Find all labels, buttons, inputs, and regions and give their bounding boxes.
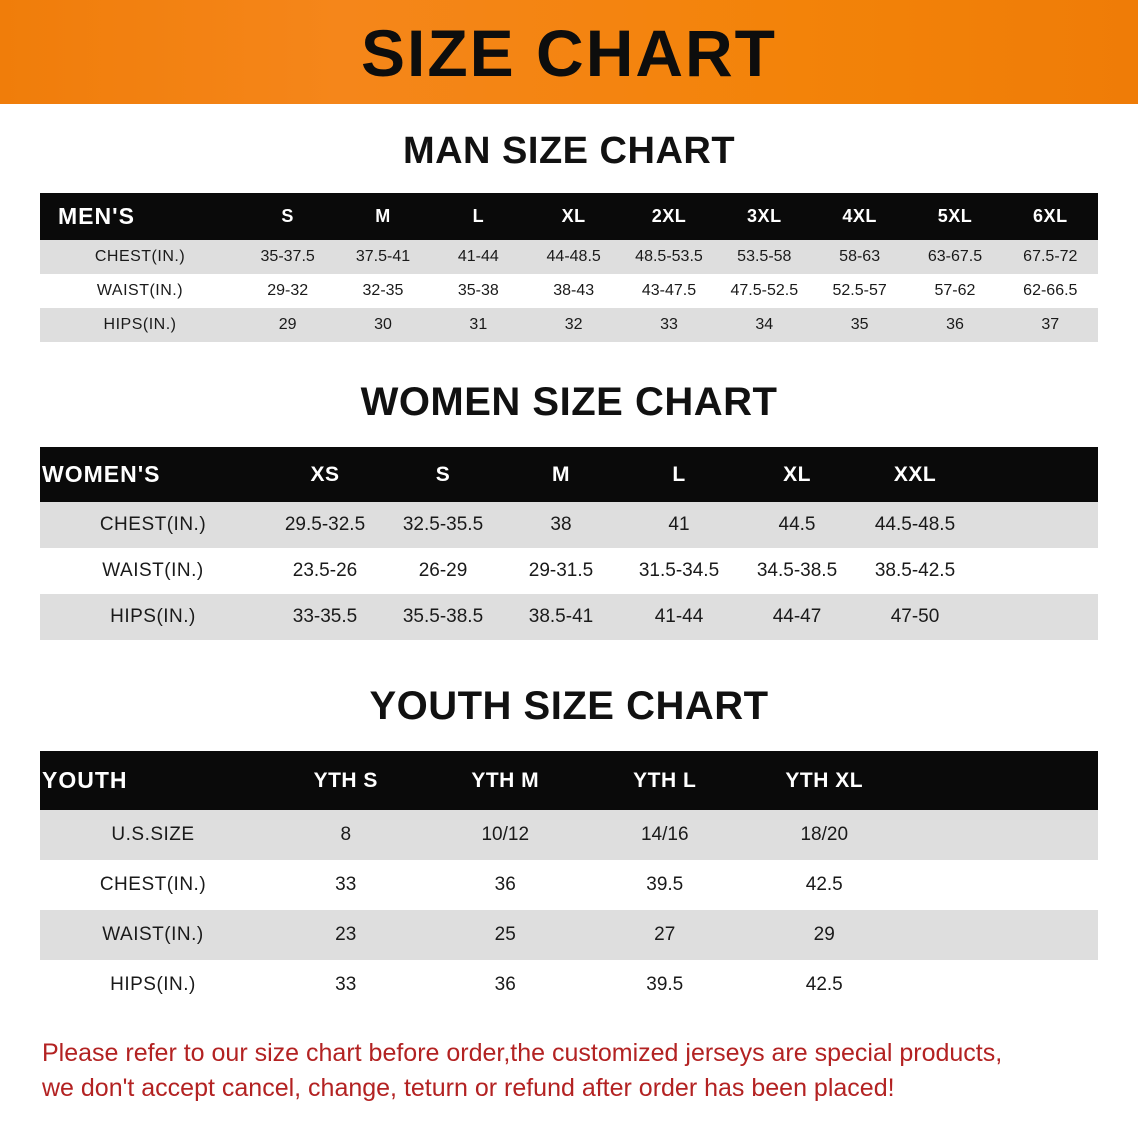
youth-chest-xl: 42.5 <box>745 860 905 910</box>
women-row-label-hips: HIPS(IN.) <box>40 594 266 640</box>
women-hips-xl: 44-47 <box>738 594 856 640</box>
men-chest-xl: 44-48.5 <box>526 240 621 274</box>
youth-header-l: YTH L <box>585 751 745 810</box>
men-table-header <box>40 193 1098 240</box>
youth-hips-m: 36 <box>426 960 586 1010</box>
youth-chest-spacer <box>904 860 1098 910</box>
youth-hips-spacer <box>904 960 1098 1010</box>
women-hips-xs: 33-35.5 <box>266 594 384 640</box>
men-waist-3xl: 47.5-52.5 <box>717 274 812 308</box>
women-header-xxl: XXL <box>856 447 974 502</box>
women-chest-xl: 44.5 <box>738 502 856 548</box>
women-size-table <box>40 447 1098 640</box>
men-waist-5xl: 57-62 <box>907 274 1002 308</box>
men-row-label-chest: CHEST(IN.) <box>40 240 240 274</box>
women-header-l: L <box>620 447 738 502</box>
men-header-l: L <box>431 193 526 240</box>
banner-title: SIZE CHART <box>361 16 777 90</box>
men-table-body <box>40 240 1098 342</box>
youth-ussize-xl: 18/20 <box>745 810 905 860</box>
youth-row-label-hips: HIPS(IN.) <box>40 960 266 1010</box>
policy-note <box>42 1036 1096 1105</box>
women-chest-xxl: 44.5-48.5 <box>856 502 974 548</box>
women-hips-spacer <box>974 594 1098 640</box>
men-waist-s: 29-32 <box>240 274 335 308</box>
men-chest-4xl: 58-63 <box>812 240 907 274</box>
table-row <box>40 860 1098 910</box>
table-row <box>40 594 1098 640</box>
youth-header-spacer <box>904 751 1098 810</box>
men-waist-xl: 38-43 <box>526 274 621 308</box>
table-row <box>40 240 1098 274</box>
women-chest-xs: 29.5-32.5 <box>266 502 384 548</box>
table-row <box>40 960 1098 1010</box>
table-header-row <box>40 193 1098 240</box>
table-header-row <box>40 751 1098 810</box>
women-table-body <box>40 502 1098 640</box>
women-header-xs: XS <box>266 447 384 502</box>
women-chest-s: 32.5-35.5 <box>384 502 502 548</box>
men-hips-3xl: 34 <box>717 308 812 342</box>
women-chest-spacer <box>974 502 1098 548</box>
youth-ussize-spacer <box>904 810 1098 860</box>
men-chest-l: 41-44 <box>431 240 526 274</box>
men-header-label: MEN'S <box>40 193 240 240</box>
table-row <box>40 910 1098 960</box>
youth-ussize-l: 14/16 <box>585 810 745 860</box>
youth-waist-l: 27 <box>585 910 745 960</box>
youth-table-header <box>40 751 1098 810</box>
women-table-wrap <box>40 447 1098 640</box>
women-hips-xxl: 47-50 <box>856 594 974 640</box>
man-table-wrap <box>40 193 1098 342</box>
youth-header-xl: YTH XL <box>745 751 905 810</box>
men-chest-m: 37.5-41 <box>335 240 430 274</box>
youth-chest-m: 36 <box>426 860 586 910</box>
men-size-table <box>40 193 1098 342</box>
table-row <box>40 810 1098 860</box>
youth-header-label: YOUTH <box>40 751 266 810</box>
youth-hips-xl: 42.5 <box>745 960 905 1010</box>
youth-header-s: YTH S <box>266 751 426 810</box>
women-waist-xl: 34.5-38.5 <box>738 548 856 594</box>
women-waist-l: 31.5-34.5 <box>620 548 738 594</box>
table-row <box>40 274 1098 308</box>
women-waist-xxl: 38.5-42.5 <box>856 548 974 594</box>
youth-waist-spacer <box>904 910 1098 960</box>
table-row <box>40 502 1098 548</box>
youth-chest-s: 33 <box>266 860 426 910</box>
men-header-m: M <box>335 193 430 240</box>
men-header-4xl: 4XL <box>812 193 907 240</box>
youth-waist-s: 23 <box>266 910 426 960</box>
women-waist-spacer <box>974 548 1098 594</box>
youth-section-title: YOUTH SIZE CHART <box>369 684 769 728</box>
men-chest-3xl: 53.5-58 <box>717 240 812 274</box>
youth-hips-s: 33 <box>266 960 426 1010</box>
youth-table-wrap <box>40 751 1098 1010</box>
men-chest-2xl: 48.5-53.5 <box>621 240 716 274</box>
men-waist-l: 35-38 <box>431 274 526 308</box>
men-hips-m: 30 <box>335 308 430 342</box>
men-hips-6xl: 37 <box>1003 308 1098 342</box>
youth-hips-l: 39.5 <box>585 960 745 1010</box>
men-row-label-waist: WAIST(IN.) <box>40 274 240 308</box>
youth-row-label-ussize: U.S.SIZE <box>40 810 266 860</box>
women-waist-s: 26-29 <box>384 548 502 594</box>
men-header-xl: XL <box>526 193 621 240</box>
women-header-xl: XL <box>738 447 856 502</box>
women-hips-s: 35.5-38.5 <box>384 594 502 640</box>
men-hips-5xl: 36 <box>907 308 1002 342</box>
men-hips-xl: 32 <box>526 308 621 342</box>
men-hips-l: 31 <box>431 308 526 342</box>
women-hips-m: 38.5-41 <box>502 594 620 640</box>
women-header-spacer <box>974 447 1098 502</box>
youth-waist-m: 25 <box>426 910 586 960</box>
youth-row-label-chest: CHEST(IN.) <box>40 860 266 910</box>
men-header-2xl: 2XL <box>621 193 716 240</box>
youth-ussize-s: 8 <box>266 810 426 860</box>
banner <box>0 0 1138 104</box>
women-waist-m: 29-31.5 <box>502 548 620 594</box>
men-chest-6xl: 67.5-72 <box>1003 240 1098 274</box>
women-header-m: M <box>502 447 620 502</box>
men-hips-2xl: 33 <box>621 308 716 342</box>
policy-note-line-2: we don't accept cancel, change, teturn or refund after order has been placed! <box>42 1073 895 1102</box>
men-header-s: S <box>240 193 335 240</box>
youth-row-label-waist: WAIST(IN.) <box>40 910 266 960</box>
men-header-3xl: 3XL <box>717 193 812 240</box>
men-hips-s: 29 <box>240 308 335 342</box>
table-row <box>40 308 1098 342</box>
youth-table-body <box>40 810 1098 1010</box>
men-chest-s: 35-37.5 <box>240 240 335 274</box>
women-table-header <box>40 447 1098 502</box>
men-header-5xl: 5XL <box>907 193 1002 240</box>
table-header-row <box>40 447 1098 502</box>
table-row <box>40 548 1098 594</box>
men-header-6xl: 6XL <box>1003 193 1098 240</box>
women-row-label-chest: CHEST(IN.) <box>40 502 266 548</box>
women-hips-l: 41-44 <box>620 594 738 640</box>
man-section-title: MAN SIZE CHART <box>402 130 736 172</box>
youth-waist-xl: 29 <box>745 910 905 960</box>
women-header-label: WOMEN'S <box>40 447 266 502</box>
men-waist-m: 32-35 <box>335 274 430 308</box>
women-chest-l: 41 <box>620 502 738 548</box>
women-waist-xs: 23.5-26 <box>266 548 384 594</box>
youth-header-m: YTH M <box>426 751 586 810</box>
women-row-label-waist: WAIST(IN.) <box>40 548 266 594</box>
men-waist-2xl: 43-47.5 <box>621 274 716 308</box>
youth-chest-l: 39.5 <box>585 860 745 910</box>
men-row-label-hips: HIPS(IN.) <box>40 308 240 342</box>
men-hips-4xl: 35 <box>812 308 907 342</box>
women-header-s: S <box>384 447 502 502</box>
men-chest-5xl: 63-67.5 <box>907 240 1002 274</box>
policy-note-line-1: Please refer to our size chart before order,the customized jerseys are special products, <box>42 1039 1003 1067</box>
women-chest-m: 38 <box>502 502 620 548</box>
youth-size-table <box>40 751 1098 1010</box>
men-waist-6xl: 62-66.5 <box>1003 274 1098 308</box>
men-waist-4xl: 52.5-57 <box>812 274 907 308</box>
youth-ussize-m: 10/12 <box>426 810 586 860</box>
women-section-title: WOMEN SIZE CHART <box>360 380 778 424</box>
